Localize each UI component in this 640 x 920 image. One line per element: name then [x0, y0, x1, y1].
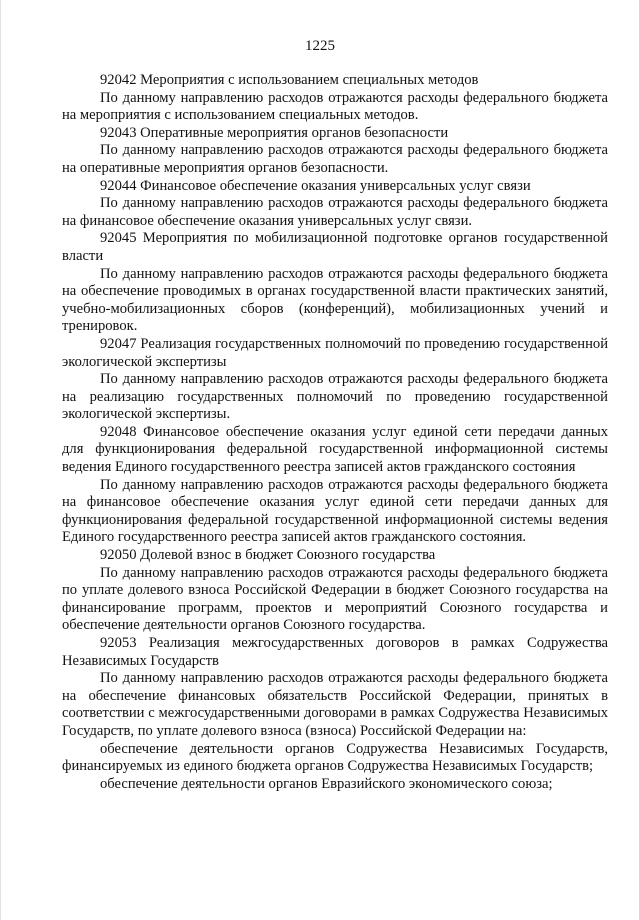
section-paragraph-92044: По данному направлению расходов отражаются расходы федерального бюджета на финансовое обеспечение оказания универсальных услуг связи. — [62, 195, 608, 229]
section-heading-92053: 92053 Реализация межгосударственных договоров в рамках Содружества Независимых Государств — [62, 635, 608, 669]
section-heading-92047: 92047 Реализация государственных полномочий по проведению государственной экологической экспертизы — [62, 335, 608, 370]
section-paragraph-92043: По данному направлению расходов отражаются расходы федерального бюджета на оперативные мероприятия органов безопасности. — [62, 142, 608, 176]
section-paragraph-92042: По данному направлению расходов отражаются расходы федерального бюджета на мероприятия с использованием специальных методов. — [62, 89, 608, 124]
page-number: 1225 — [305, 38, 335, 54]
section-heading-92043: 92043 Оперативные мероприятия органов безопасности — [100, 124, 449, 141]
section-paragraph-92053: По данному направлению расходов отражаются расходы федерального бюджета на обеспечение финансовых обязательств Российской Федерации, принятых в соответствии с межгосударственными договорами в рамках Содружества Независимых Государств, по уплате долевого взноса (взноса) Российской Федерации на: — [62, 670, 608, 739]
section-paragraph-92045: По данному направлению расходов отражаются расходы федерального бюджета на обеспечение проводимых в органах государственной власти практических занятий, учебно-мобилизационных сборов (конференций), мобилизационных учений и тренировок. — [62, 265, 608, 335]
section-heading-92042: 92042 Мероприятия с использованием специальных методов — [100, 72, 479, 88]
section-heading-92048: 92048 Финансовое обеспечение оказания услуг единой сети передачи данных для функционирования федеральной государственной информационной системы ведения Единого государственного реестра записей актов гражданского состояния — [62, 423, 608, 476]
section-paragraph-92048: По данному направлению расходов отражаются расходы федерального бюджета на финансовое обеспечение оказания услуг единой сети передачи данных для функционирования федеральной государственной информационной системы ведения Единого государственного реестра записей актов гражданского состояния. — [62, 476, 608, 546]
document-body — [62, 72, 608, 793]
list-item-eaeu-bodies: обеспечение деятельности органов Евразийского экономического союза; — [100, 775, 553, 792]
section-heading-92050: 92050 Долевой взнос в бюджет Союзного государства — [100, 547, 436, 564]
section-paragraph-92047: По данному направлению расходов отражаются расходы федерального бюджета на реализацию государственных полномочий по проведению государственной экологической экспертизы. — [62, 371, 608, 423]
section-heading-92045: 92045 Мероприятия по мобилизационной подготовке органов государственной власти — [62, 230, 608, 264]
section-heading-92044: 92044 Финансовое обеспечение оказания универсальных услуг связи — [100, 177, 531, 194]
section-paragraph-92050: По данному направлению расходов отражаются расходы федерального бюджета по уплате долевого взноса Российской Федерации в бюджет Союзного государства на финансирование программ, проектов и мероприятий Союзного государства и обеспечение деятельности органов Союзного государства. — [62, 564, 608, 634]
list-item-cis-bodies: обеспечение деятельности органов Содружества Независимых Государств, финансируемых из единого бюджета органов Содружества Независимых Государств; — [62, 740, 608, 775]
